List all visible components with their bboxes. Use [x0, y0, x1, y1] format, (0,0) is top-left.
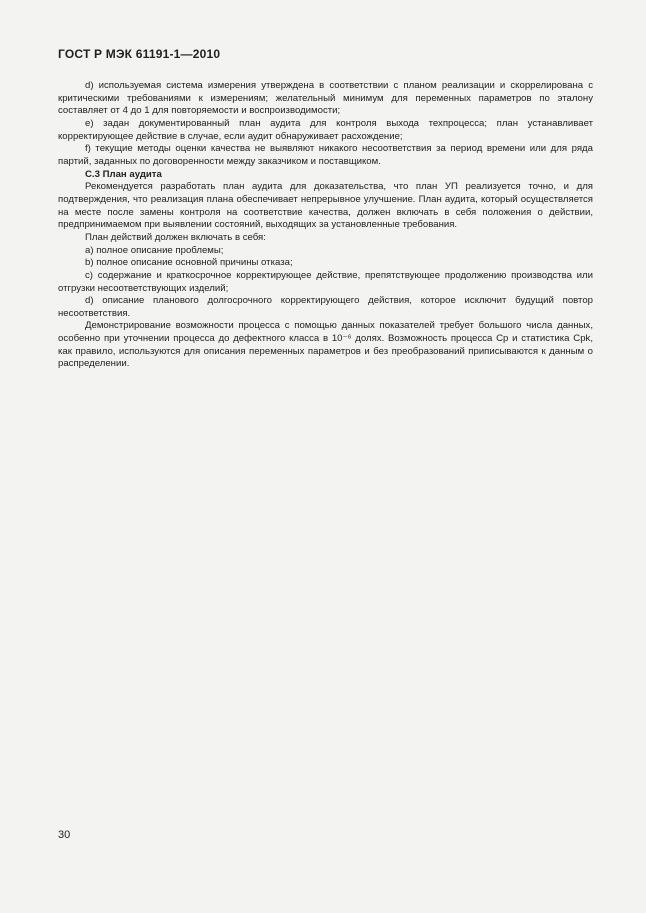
list-item-e-audit-plan: е) задан документированный план аудита для контроля выхода техпроцесса; план устанавливает корректирующее действие в случае, если аудит обнаруживает расхождение; [58, 117, 593, 142]
section-heading-c3: С.3 План аудита [85, 168, 162, 180]
list-item-f-quality-methods: f) текущие методы оценки качества не выявляют никакого несоответствия за период времени или для ряда партий, заданных по договоренности между заказчиком и поставщиком. [58, 143, 593, 167]
list-item-c-containment: с) содержание и краткосрочное корректирующее действие, препятствующее продолжению производства или отгрузки несоответствующих изделий; [58, 269, 593, 294]
document-body [58, 80, 593, 371]
list-item-b-root-cause: b) полное описание основной причины отказа; [85, 257, 293, 269]
paragraph-process-capability: Демонстрирование возможности процесса с помощью данных показателей требует большого числа данных, особенно при уточнении процесса до дефектного класса в 10⁻⁶ долях. Возможность процесса Ср и статистика Срk, как правило, используются для описания переменных параметров и без преобразований приписываются к данным о распределении. [58, 320, 593, 370]
paragraph-audit-recommendation: Рекомендуется разработать план аудита для доказательства, что план УП реализуется точно, и для подтверждения, что реализация плана обеспечивает непрерывное улучшение. План аудита, который осуществляется на месте после замены контроля на соответствие качества, должен включать в себя положения о действии, предпринимаемом при выявлении состояний, выходящих за установленные требования. [58, 181, 593, 231]
document-header: ГОСТ Р МЭК 61191-1—2010 [58, 47, 221, 61]
list-item-a-problem: а) полное описание проблемы; [85, 244, 224, 256]
page-number: 30 [58, 829, 71, 841]
paragraph-action-plan-intro: План действий должен включать в себя: [85, 231, 266, 243]
list-item-d-measurement: d) используемая система измерения утверждена в соответствии с планом реализации и скоррелирована с критическими требованиями к измерениям; желательный минимум для переменных параметров по эталону составляет от 4 до 1 для повторяемости и воспроизводимости; [58, 80, 593, 117]
list-item-d-long-term: d) описание планового долгосрочного корректирующего действия, которое исключит будущий повтор несоответствия. [58, 295, 593, 319]
